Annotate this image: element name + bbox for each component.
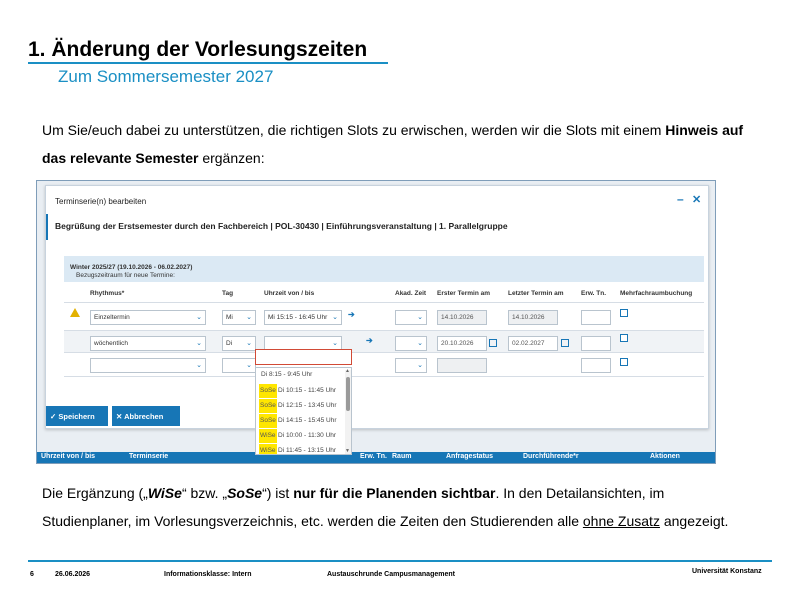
save-button[interactable]: [46, 406, 108, 426]
footer-date: 26.06.2026: [55, 571, 91, 578]
footer-rule: [28, 560, 772, 562]
chevron-down-icon: ⌄: [196, 314, 202, 321]
multiroom-checkbox-2[interactable]: [620, 334, 628, 342]
multiroom-checkbox-1[interactable]: [620, 309, 628, 317]
row-divider: [64, 330, 704, 331]
row-divider: [64, 376, 704, 377]
period-bar: [64, 256, 704, 282]
scroll-down-icon[interactable]: ▼: [345, 448, 350, 454]
chevron-down-icon: ⌄: [246, 314, 252, 321]
semester-tag: SoSe: [259, 399, 277, 413]
bg-col-room[interactable]: Raum: [392, 453, 412, 460]
col-time: Uhrzeit von / bis: [264, 290, 315, 297]
note-bold: nur für die Planenden sichtbar: [293, 485, 496, 501]
expected-input-1[interactable]: [581, 310, 611, 325]
semester-tag: WiSe: [259, 429, 277, 443]
note-wise: WiSe: [147, 485, 182, 501]
calendar-icon[interactable]: [561, 339, 569, 347]
dialog-title: Terminserie(n) bearbeiten: [55, 197, 147, 206]
edit-series-dialog: [45, 185, 709, 429]
bg-col-time[interactable]: Uhrzeit von / bis: [41, 453, 96, 460]
title-underline: [28, 62, 388, 64]
intro-text-2: ergänzen:: [198, 150, 265, 166]
time-value-1: Mi 15:15 - 16:45 Uhr: [268, 314, 328, 321]
warning-icon: [70, 308, 80, 317]
day-select-2[interactable]: [222, 336, 256, 351]
cancel-label: Abbrechen: [124, 412, 164, 421]
arrow-right-icon[interactable]: ➔: [366, 336, 373, 345]
option-time: Di 10:00 - 11:30 Uhr: [278, 432, 337, 439]
embedded-screenshot: [36, 180, 716, 464]
note-underline: ohne Zusatz: [582, 513, 660, 529]
last-date-2[interactable]: 02.02.2027: [508, 336, 558, 351]
course-accent-bar: [46, 214, 48, 240]
acad-select-1[interactable]: [395, 310, 427, 325]
row-divider: [64, 302, 704, 303]
note-text-4: . In den Detailansichten, im Studienplaner, im Vorlesungsverzeichnis, etc. werden die Zeiten den Studierenden alle: [42, 485, 665, 529]
day-select-3[interactable]: [222, 358, 256, 373]
note-sose: SoSe: [227, 485, 263, 501]
col-multi: Mehrfachraumbuchung: [620, 290, 693, 297]
option-time: Di 14:15 - 15:45 Uhr: [278, 417, 337, 424]
time-select-1[interactable]: [264, 310, 342, 325]
chevron-down-icon: ⌄: [246, 340, 252, 347]
day-value-1: Mi: [226, 314, 233, 321]
first-date-1[interactable]: 14.10.2026: [437, 310, 487, 325]
period-label: Bezugszeitraum für neue Termine:: [76, 272, 175, 279]
bg-col-actions[interactable]: Aktionen: [650, 453, 680, 460]
col-exp: Erw. Tn.: [581, 290, 607, 297]
chevron-down-icon: ⌄: [417, 314, 423, 321]
slide-subtitle: Zum Sommersemester 2027: [58, 67, 274, 86]
rhythm-value-2: wöchentlich: [94, 340, 128, 347]
rhythm-select-3[interactable]: [90, 358, 206, 373]
intro-bold: Hinweis auf das relevante Semester: [42, 122, 744, 166]
dropdown-option[interactable]: [256, 399, 352, 413]
option-time: Di 10:15 - 11:45 Uhr: [278, 387, 337, 394]
note-text-2: “ bzw. „: [181, 485, 228, 501]
option-partial-time: Di 8:15 - 9:45 Uhr: [261, 371, 313, 378]
dropdown-scroll-thumb[interactable]: [346, 377, 350, 411]
page-number: 6: [30, 571, 34, 578]
rhythm-value-1: Einzeltermin: [94, 314, 130, 321]
col-first: Erster Termin am: [437, 290, 490, 297]
chevron-down-icon: ⌄: [332, 340, 338, 347]
expected-input-2[interactable]: [581, 336, 611, 351]
rhythm-select-1[interactable]: [90, 310, 206, 325]
day-value-2: Di: [226, 340, 233, 347]
rhythm-select-2[interactable]: [90, 336, 206, 351]
calendar-icon[interactable]: [489, 339, 497, 347]
note-text-3: “) ist: [262, 485, 294, 501]
acad-select-3[interactable]: [395, 358, 427, 373]
course-title: Begrüßung der Erstsemester durch den Fachbereich | POL-30430 | Einführungsveranstaltung | 1. Parallelgruppe: [55, 221, 508, 231]
minimize-icon[interactable]: –: [677, 192, 684, 206]
dropdown-option[interactable]: [256, 414, 352, 428]
dropdown-option[interactable]: [256, 368, 352, 382]
dropdown-option[interactable]: [256, 429, 352, 443]
period-value: Winter 2025/27 (19.10.2026 - 06.02.2027): [70, 264, 193, 271]
footer-university: Universität Konstanz: [692, 568, 762, 575]
chevron-down-icon: ⌄: [196, 362, 202, 369]
chevron-down-icon: ⌄: [196, 340, 202, 347]
chevron-down-icon: ⌄: [417, 362, 423, 369]
col-day: Tag: [222, 290, 234, 297]
x-icon: ✕: [116, 412, 123, 421]
option-time: Di 11:45 - 13:15 Uhr: [278, 447, 337, 454]
scroll-up-icon[interactable]: ▲: [345, 368, 350, 374]
row-divider: [64, 352, 704, 353]
last-date-1[interactable]: 14.10.2026: [508, 310, 558, 325]
dropdown-option[interactable]: [256, 384, 352, 398]
chevron-down-icon: ⌄: [246, 362, 252, 369]
chevron-down-icon: ⌄: [332, 314, 338, 321]
bg-col-exp[interactable]: Erw. Tn.: [360, 453, 387, 460]
save-label: Speichern: [58, 412, 95, 421]
semester-tag: SoSe: [259, 414, 277, 428]
slide-title: 1. Änderung der Vorlesungszeiten: [28, 38, 368, 61]
intro-text-1: Um Sie/euch dabei zu unterstützen, die richtigen Slots zu erwischen, werden wir die Slots mit einem: [42, 122, 662, 138]
first-date-3[interactable]: [437, 358, 487, 373]
col-acad: Akad. Zeit: [395, 290, 427, 297]
footer-topic: Austauschrunde Campusmanagement: [327, 571, 455, 578]
note-text-1: Die Ergänzung („: [42, 485, 148, 501]
first-date-2[interactable]: 20.10.2026: [437, 336, 487, 351]
semester-tag: SoSe: [259, 384, 277, 398]
day-select-1[interactable]: [222, 310, 256, 325]
dropdown-option[interactable]: [256, 444, 352, 455]
footer-classification: Informationsklasse: Intern: [164, 571, 252, 578]
time-search-input[interactable]: [255, 349, 352, 365]
note-paragraph: [42, 479, 752, 535]
bg-col-series[interactable]: Terminserie: [129, 453, 169, 460]
bg-col-status[interactable]: Anfragestatus: [446, 453, 494, 460]
expected-input-3[interactable]: [581, 358, 611, 373]
chevron-down-icon: ⌄: [417, 340, 423, 347]
background-table-header: [37, 452, 716, 464]
period-text: [70, 264, 193, 279]
semester-tag: WiSe: [259, 444, 277, 455]
multiroom-checkbox-3[interactable]: [620, 358, 628, 366]
col-rhythm: Rhythmus*: [90, 290, 125, 297]
check-icon: ✓: [50, 412, 57, 421]
option-time: Di 12:15 - 13:45 Uhr: [278, 402, 337, 409]
arrow-right-icon[interactable]: ➔: [348, 310, 355, 319]
cancel-button[interactable]: [112, 406, 180, 426]
intro-paragraph: [42, 116, 762, 172]
note-text-5: angezeigt.: [659, 513, 729, 529]
bg-col-lecturer[interactable]: Durchführende*r: [523, 453, 579, 460]
time-dropdown-list: [255, 367, 352, 455]
acad-select-2[interactable]: [395, 336, 427, 351]
close-icon[interactable]: ✕: [692, 194, 702, 206]
col-last: Letzter Termin am: [508, 290, 564, 297]
